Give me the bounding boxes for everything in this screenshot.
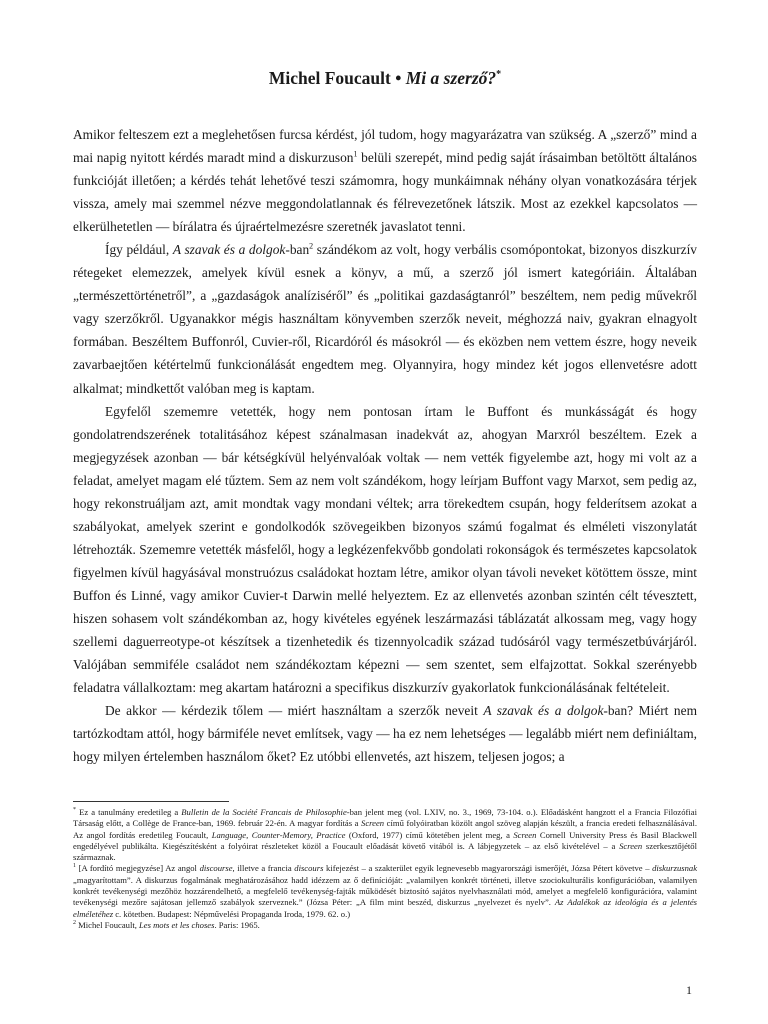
text-run: -ban	[285, 242, 310, 258]
text-run: [A fordító megjegyzése] Az angol	[76, 863, 200, 874]
page-number: 1	[686, 983, 692, 997]
footnote	[73, 920, 697, 931]
page-title	[73, 68, 697, 89]
italic-text: discours	[294, 863, 324, 874]
text-run: kifejezést – a szakterület egyik legnevesebb magyarországi ismerőjét, Józsa Pétert követve –	[323, 863, 653, 874]
footnote	[73, 863, 697, 919]
text-run: Cornell University Press és Basil Blackwell engedélyével publikálta. Kiegészítésként a folyóirat részleteket közöl a Foucault előadását követő vitából is. A lábjegyzetek – az első kivételével – a	[73, 829, 697, 851]
paragraph	[73, 238, 697, 399]
italic-text: Les mots et les choses	[139, 919, 215, 930]
footnote	[73, 807, 697, 863]
text-run: Így például,	[105, 242, 173, 258]
text-run: -ban? Miért nem tartózkodtam attól, hogy bármiféle nevet említsek, vagy — ha ez nem lehetséges — legalább miért nem definiáltam, hogy milyen értelemben használom őket? Ez utóbbi ellenvetés, azt hiszem, teljesen jogos; a	[73, 703, 697, 765]
text-run: Ez a tanulmány eredetileg a	[76, 807, 182, 817]
italic-text: diskurzusnak	[652, 863, 698, 874]
text-run: -ban jelent meg (vol. LXIV, no. 3., 1969, 73-104. o.). Előadásként hangzott el a Francia Filozófiai Társaság előtt, a Collège de France-ban, 1969. február 22-én. A magyar fordítás a	[73, 807, 697, 829]
footnotes	[73, 807, 697, 931]
body-text	[73, 123, 697, 768]
footnote-reference: 2	[309, 241, 314, 251]
text-run: Michel Foucault,	[76, 919, 140, 930]
italic-text: Language, Counter-Memory, Practice	[211, 829, 346, 840]
italic-text: Screen	[361, 818, 385, 829]
italic-text: Az Adalékok az ideológia és a jelentés elméletéhez	[73, 897, 697, 919]
text-run: szerkesztőjétől származnak.	[73, 840, 697, 863]
footnote-reference: 1	[353, 149, 358, 159]
text-run: . Paris: 1965.	[214, 919, 260, 930]
title-separator: •	[395, 68, 402, 88]
document-page	[73, 68, 697, 768]
text-run: Egyfelől szememre vetették, hogy nem pontosan írtam le Buffont és munkásságát és hogy gondolatrendszerének totalitásához képest szánalmasan inadekvát az, ahogyan Marxról beszéltem. Ezek a megjegyzések azonban — bár kétségkívül helyénvalóak voltak — nem vették figyelembe azt, hogy mi volt az a feladat, amelyet magam elé tűztem. Sem az nem volt szándékom, hogy leírjam Buffont vagy Marxot, sem pedig az, hogy rekonstruáljam azt, amit mondtak vagy mondani véltek; arra törekedtem csupán, hogy felderítsem azokat a szabályokat, amelyek szerint e gondolkodók szövegeikben bizonyos számú fogalmat és elméleti viszonylatát létrehozták. Szememre vetették másfelől, hogy a legkézenfekvőbb gondolati rokonságok és természetes kapcsolatok figyelmen kívül hagyásával monstruózus családokat hoztam létre, amikor olyan távoli neveket kötöttem össze, mint Buffon és Linné, vagy amikor Cuvier-t Darwin mellé helyeztem. Ez az ellenvetés azonban szintén célt tévesztett, hiszen sohasem volt szándékomban az, hogy kivételes egyének leszármazási táblázatát alkossam meg, vagy hogy szellemi daguerreotype-ot készítsek a tizenhetedik és tizennyolcadik század tudósáról vagy természetbúvárjáról. Valójában semmiféle családot nem szándékoztam képezni — sem szentet, sem elfajzottat. Sokkal szerényebb feladatra vállalkoztam: meg akartam határozni a specifikus diszkurzív gyakorlatok funkcionálásának feltételeit.	[73, 403, 697, 696]
text-run: című folyóiratban közölt angol szöveg alapján készült, a francia eredeti felhasználásával. Az angol fordítás eredetileg Foucault,	[73, 818, 697, 840]
title-footnote-mark: *	[496, 69, 502, 81]
text-run: belüli szerepét, mind pedig saját írásaimban betöltött általános funkcióját illetően; a kérdés tehát lehetővé teszi számomra, hogy munkáimnak néhány olyan vonatkozására térjek vissza, amely mai szemmel nézve meggondolatlannak és félrevezetőnek látszik. Most az ezekkel kapcsolatos — elkerülhetetlen — bírálatra és újraértelmezésre szeretnék javaslatot tenni.	[73, 150, 697, 235]
paragraph	[73, 123, 697, 238]
text-run: , illetve a francia	[232, 863, 295, 874]
italic-text: discourse	[199, 863, 233, 874]
paragraph	[73, 400, 697, 700]
italic-text: Bulletin de la Société Francais de Philosophie	[181, 807, 347, 817]
text-run: (Oxford, 1977) című kötetében jelent meg, a	[345, 829, 514, 840]
text-run: szándékom az volt, hogy verbális csomópontokat, bizonyos diszkurzív rétegeket elemezzek, amelyek kívül esnek a könyv, a mű, a szerző jól ismert kategóriáin. Általában „természettörténetről”, a „gazdaságok analíziséről” és „politikai gazdaságtanról” beszéltem, nem pedig művekről vagy szerzőkről. Ugyanakkor mégis használtam könyvemben szerzők neveit, méghozzá naiv, gyakran elnagyolt formában. Beszéltem Buffonról, Cuvier-ről, Ricardóról és másokról — és eközben nem vettem észre, hogy neveik zavarbaejtően kétértelmű funkcionálását engedtem meg. Olyannyira, hogy mindez két jogos ellenvetésre adott alkalmat; mindkettőt valóban meg is kaptam.	[73, 242, 697, 396]
paragraph	[73, 699, 697, 768]
footnote-reference: 2	[73, 920, 76, 927]
italic-text: Screen	[513, 829, 537, 840]
footnote-reference: 1	[73, 863, 76, 870]
text-run: De akkor — kérdezik tőlem — miért használtam a szerzők neveit	[105, 703, 484, 719]
italic-text: A szavak és a dolgok	[172, 242, 286, 258]
italic-text: Screen	[619, 840, 643, 851]
footnote-divider	[73, 801, 229, 802]
title-author: Michel Foucault	[268, 68, 391, 88]
text-run: „magyarítottam”. A diskurzus fogalmának meghatározásához hadd idézzem az ő definícióját: „valamilyen konkrét történeti, illetve szociokulturális konfigurációban, valamilyen konkrét tevékenységi mezőhöz hozzárendelhető, a megfelelő tevékenység-fajták működését biztosító sajátos nyelvhasználati mód, amelyet a megfelelő konfigurációra, valamint tevékenységi mezőre sajátosan jellemző szabályok szerveznek.” (Józsa Péter: „A film mint beszéd, diskurzus „nyelvezet és nyelv”.	[73, 874, 697, 908]
text-run: c. kötetben. Budapest: Népművelési Propaganda Iroda, 1979. 62. o.)	[113, 908, 351, 919]
italic-text: A szavak és a dolgok	[483, 703, 604, 719]
title-work: Mi a szerző?	[405, 68, 497, 88]
footnote-reference: *	[73, 807, 76, 814]
text-run: Amikor felteszem ezt a meglehetősen furcsa kérdést, jól tudom, hogy magyarázatra van szükség. A „szerző” mind a mai napig nyitott kérdés maradt mind a diskurzuson	[73, 127, 697, 166]
